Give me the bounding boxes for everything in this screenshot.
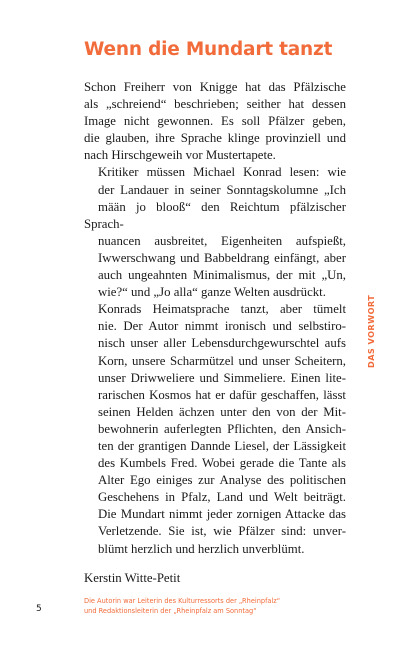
text-line: nuancen ausbreitet, Eigenheiten aufspießt, <box>98 233 346 248</box>
text-line: Image nicht gewonnen. Es soll Pfälzer geben, <box>84 114 346 129</box>
text-line: Iwwerschwang und Babbeldrang einfängt, aber <box>98 250 346 265</box>
text-line: als „schreiend“ beschrieben; seither hat dessen <box>84 97 346 112</box>
paragraph-2 <box>84 164 346 301</box>
text-line: nisch unser aller Lebensdurchgewurschtel aufs <box>98 336 346 351</box>
text-line: blümt herzlich und herzlich unverblümt. <box>98 541 305 556</box>
text-line: die glauben, ihre Sprache klinge provinziell und <box>84 131 346 146</box>
text-line: der Landauer in seiner Sonntagskolumne „Ich <box>98 182 346 197</box>
text-line: Kritiker müssen Michael Konrad lesen: wie <box>98 165 346 180</box>
text-line: rarischen Kosmos hat er dafür geschaffen, lässt <box>98 387 346 402</box>
text-line: seinen Helden ächzen unter den von der Mit- <box>98 404 346 419</box>
credit-line: und Redaktionsleiterin der „Rheinpfalz am Sonntag“ <box>84 607 257 615</box>
body-text <box>84 79 346 558</box>
text-line: nie. Der Autor nimmt ironisch und selbstiro- <box>98 319 346 334</box>
text-line: wie?“ und „Jo alla“ ganze Welten ausdrückt. <box>98 285 326 300</box>
text-line: Die Mundart nimmt jeder zornigen Attacke das <box>98 507 346 522</box>
paragraph-3 <box>84 301 346 557</box>
paragraph-1 <box>84 79 346 164</box>
credit-line: Die Autorin war Leiterin des Kulturressorts der „Rheinpfalz“ <box>84 597 281 605</box>
page-title: Wenn die Mundart tanzt <box>84 39 333 60</box>
text-line: Alter Ego einiges zur Analyse des politischen <box>98 473 346 488</box>
text-line: Verletzende. Sie ist, wie Pfälzer sind: unver- <box>98 524 346 539</box>
text-line: Schon Freiherr von Knigge hat das Pfälzische <box>84 80 346 94</box>
text-line: des Kumbels Fred. Wobei gerade die Tante als <box>98 456 346 471</box>
text-line: Konrads Heimatsprache tanzt, aber tümelt <box>98 302 346 317</box>
author-signature: Kerstin Witte-Petit <box>84 571 181 585</box>
page-number: 5 <box>36 604 42 614</box>
author-credit <box>84 596 384 616</box>
text-line: nach Hirschgeweih vor Mustertapete. <box>84 148 276 163</box>
section-label: DAS VORWORT <box>366 294 376 368</box>
text-line: unser Driwweliere und Simmeliere. Einen lite- <box>98 370 346 385</box>
text-line: auch ungeahnten Minimalismus, der mit „Un, <box>98 268 346 283</box>
text-line: bewohnerin auferlegten Pflichten, den Ansich- <box>98 421 346 436</box>
text-line: Geschehens in Pfalz, Land und Welt beiträgt. <box>98 490 346 505</box>
text-line: ten der grantigen Dannde Liesel, der Lässigkeit <box>98 438 346 453</box>
text-line: mään jo blooß“ den Reichtum pfälzischer Sprach- <box>84 199 346 231</box>
text-line: Korn, unsere Scharmützel und unser Scheitern, <box>98 353 346 368</box>
